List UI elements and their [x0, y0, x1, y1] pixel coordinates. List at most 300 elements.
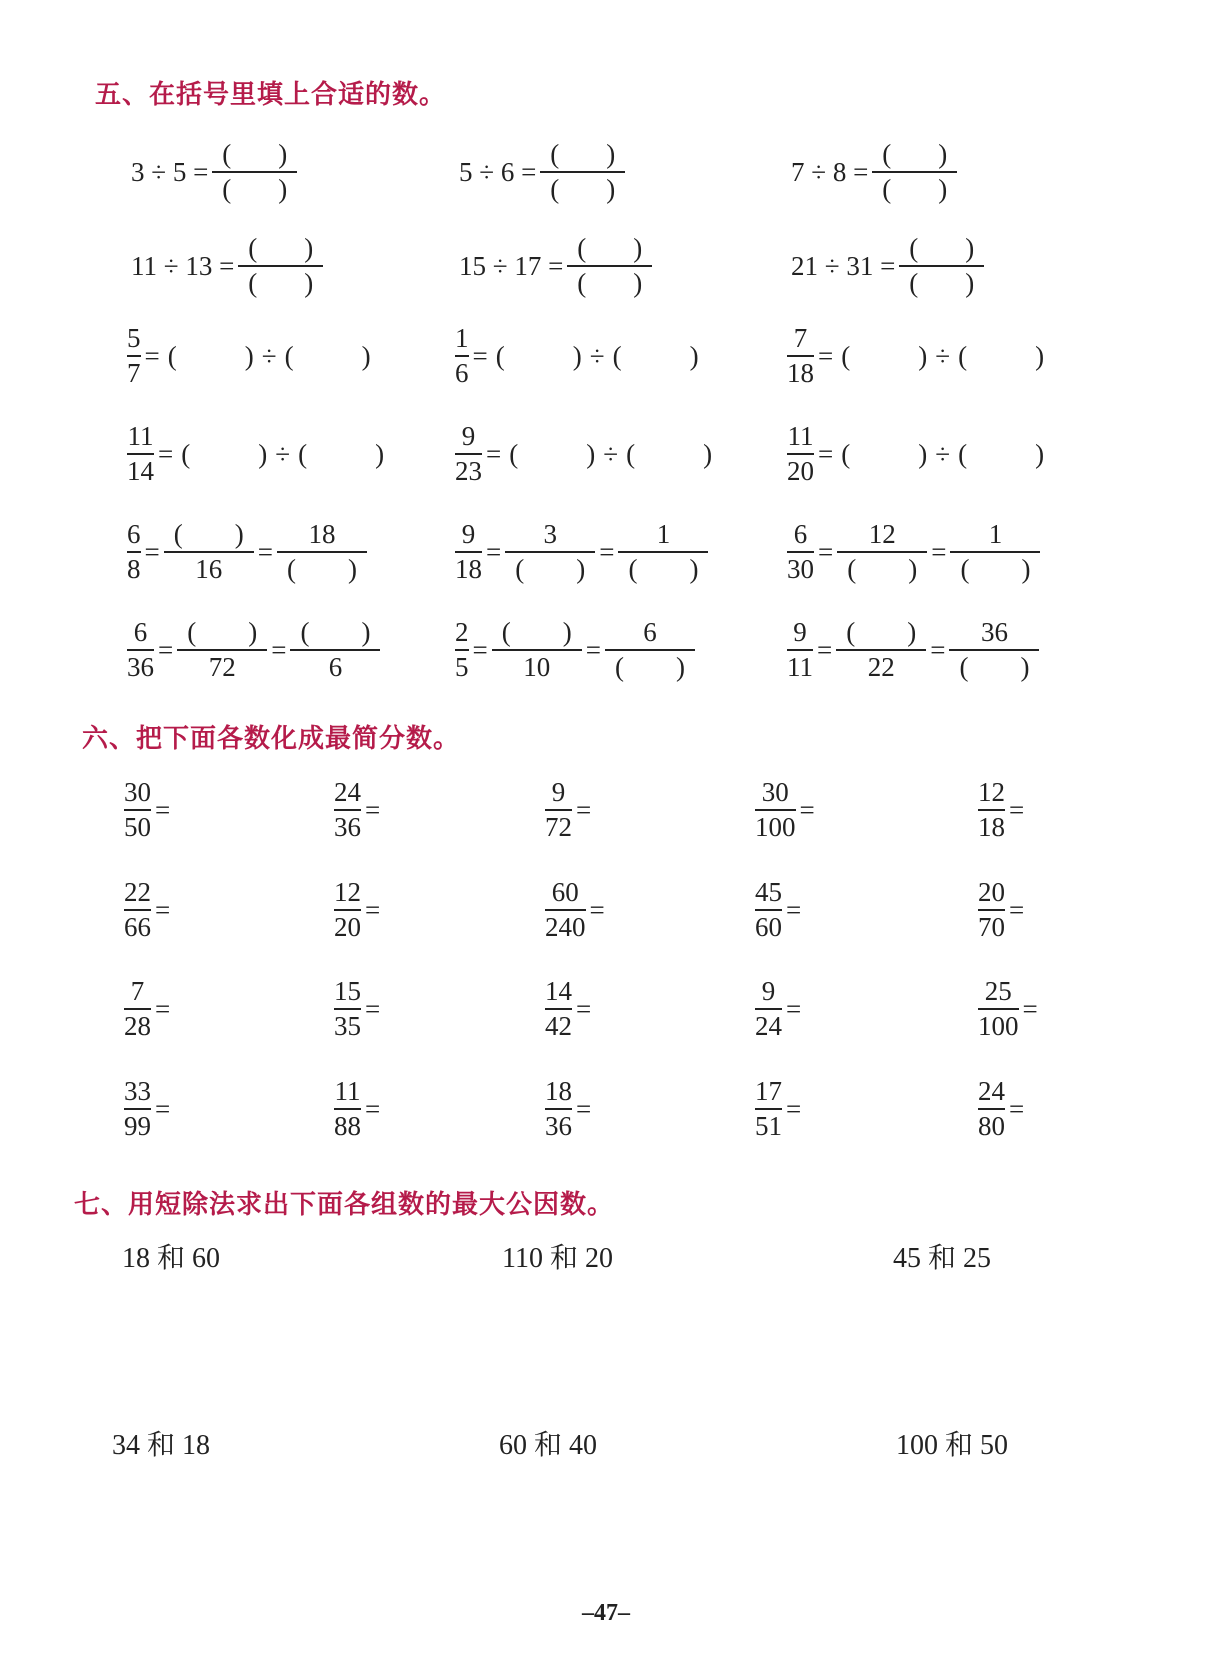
symbol-rp: )	[918, 340, 928, 371]
fraction-numerator: 5	[127, 323, 141, 353]
section-7-title: 七、用短除法求出下面各组数的最大公因数。	[74, 1190, 615, 1220]
answer-blank[interactable]	[949, 651, 1039, 684]
simplify-fraction-item	[334, 876, 454, 944]
division-to-fraction-item	[787, 232, 984, 300]
symbol-eq: =	[585, 634, 601, 665]
simplify-fraction-item	[334, 1075, 454, 1143]
symbol-lp: (	[284, 340, 294, 371]
fraction	[978, 975, 1019, 1043]
fraction	[124, 975, 151, 1043]
fraction-numerator: 9	[461, 421, 476, 451]
simplify-fraction-item	[755, 975, 875, 1043]
symbol-rp: )	[304, 233, 314, 263]
answer-blank[interactable]	[290, 616, 380, 649]
fraction-to-division-item	[787, 420, 1048, 488]
symbol-rp: )	[576, 554, 586, 584]
fraction	[787, 322, 814, 390]
symbol-eq: =	[155, 1093, 171, 1124]
fraction-numerator: 9	[551, 777, 566, 807]
symbol-div: ÷	[603, 438, 619, 469]
answer-fraction[interactable]	[618, 518, 708, 586]
answer-blank[interactable]	[899, 267, 984, 300]
equivalent-fraction-item	[787, 518, 1040, 586]
symbol-rp: )	[689, 340, 699, 371]
answer-blank[interactable]	[212, 138, 297, 171]
simplify-fraction-item	[755, 776, 889, 844]
fraction	[124, 776, 151, 844]
symbol-lp: (	[187, 617, 197, 647]
fraction-to-division-item	[127, 322, 375, 390]
fraction-denominator: 22	[867, 652, 895, 682]
fraction-numerator: 24	[334, 777, 361, 807]
answer-fraction[interactable]	[567, 232, 652, 300]
symbol-eq: =	[472, 634, 488, 665]
fraction-to-division-item	[455, 420, 716, 488]
symbol-rp: )	[586, 438, 596, 469]
answer-blank[interactable]	[540, 138, 625, 171]
symbol-rp: )	[918, 438, 928, 469]
fraction	[755, 1075, 782, 1143]
fraction-numerator: 60	[551, 877, 579, 907]
fraction-denominator: 100	[755, 812, 796, 842]
fraction-numerator: 6	[793, 519, 808, 549]
symbol-eq: =	[786, 1093, 802, 1124]
symbol-rp: )	[633, 268, 643, 298]
section-6-title: 六、把下面各数化成最简分数。	[82, 724, 461, 754]
symbol-rp: )	[606, 174, 616, 204]
symbol-rp: )	[1035, 438, 1045, 469]
answer-blank[interactable]	[836, 616, 926, 649]
symbol-eq: =	[818, 340, 834, 371]
fraction-numerator: 24	[978, 1076, 1005, 1106]
fraction-denominator: 6	[328, 652, 343, 682]
simplify-fraction-item	[124, 1075, 244, 1143]
gcd-problem: 34 和 18	[112, 1430, 211, 1461]
symbol-eq: =	[155, 993, 171, 1024]
fraction	[755, 776, 796, 844]
symbol-rp: )	[689, 554, 699, 584]
symbol-eq: =	[786, 894, 802, 925]
answer-blank[interactable]	[212, 173, 297, 206]
fraction-denominator: 23	[455, 456, 482, 486]
fraction-denominator: 18	[978, 812, 1005, 842]
answer-blank[interactable]	[238, 267, 323, 300]
fraction-numerator: 11	[127, 421, 154, 451]
symbol-lp: (	[882, 139, 892, 169]
symbol-lp: (	[628, 554, 638, 584]
division-expression: 7 ÷ 8 =	[791, 156, 869, 187]
symbol-lp: (	[909, 233, 919, 263]
symbol-rp: )	[965, 233, 975, 263]
fraction-numerator: 6	[133, 617, 148, 647]
symbol-rp: )	[938, 174, 948, 204]
fraction-numerator: 20	[978, 877, 1005, 907]
fraction-denominator: 20	[787, 456, 814, 486]
fraction-denominator: 80	[978, 1111, 1005, 1141]
symbol-lp: (	[958, 438, 968, 469]
symbol-eq: =	[931, 536, 947, 567]
symbol-lp: (	[181, 438, 191, 469]
fraction-numerator: 2	[455, 617, 469, 647]
answer-fraction[interactable]	[164, 518, 254, 586]
fraction-denominator: 24	[755, 1011, 782, 1041]
symbol-rp: )	[1020, 652, 1030, 682]
symbol-lp: (	[960, 554, 970, 584]
fraction	[455, 322, 469, 390]
gcd-problem: 18 和 60	[122, 1243, 221, 1274]
fraction-numerator: 15	[334, 976, 361, 1006]
division-to-fraction-item	[127, 232, 323, 300]
answer-fraction[interactable]	[949, 616, 1039, 684]
fraction-denominator: 51	[755, 1111, 782, 1141]
symbol-eq: =	[1009, 1093, 1025, 1124]
gcd-problem: 110 和 20	[502, 1243, 613, 1274]
fraction-numerator: 9	[461, 519, 476, 549]
fraction	[127, 322, 141, 390]
fraction-numerator: 17	[755, 1076, 782, 1106]
simplify-fraction-item	[545, 776, 665, 844]
fraction-denominator: 16	[195, 554, 223, 584]
division-expression: 3 ÷ 5 =	[131, 156, 209, 187]
symbol-lp: (	[300, 617, 310, 647]
symbol-eq: =	[365, 894, 381, 925]
simplify-fraction-item	[124, 776, 244, 844]
fraction-denominator: 70	[978, 912, 1005, 942]
answer-fraction[interactable]	[177, 616, 267, 684]
answer-fraction[interactable]	[899, 232, 984, 300]
symbol-div: ÷	[275, 438, 291, 469]
answer-blank[interactable]	[505, 553, 595, 586]
fraction-denominator: 7	[127, 358, 141, 388]
symbol-div: ÷	[935, 438, 951, 469]
fraction-denominator: 36	[127, 652, 154, 682]
simplify-fraction-item	[978, 776, 1098, 844]
simplify-fraction-item	[978, 876, 1098, 944]
fraction-numerator: 45	[755, 877, 782, 907]
symbol-rp: )	[633, 233, 643, 263]
fraction-denominator: 50	[124, 812, 151, 842]
symbol-rp: )	[244, 340, 254, 371]
fraction-denominator: 8	[127, 554, 141, 584]
fraction-numerator: 6	[643, 617, 657, 647]
symbol-rp: )	[562, 617, 572, 647]
division-to-fraction-item	[455, 138, 625, 206]
symbol-lp: (	[626, 438, 636, 469]
symbol-eq: =	[158, 634, 174, 665]
symbol-rp: )	[375, 438, 385, 469]
symbol-lp: (	[550, 174, 560, 204]
simplify-fraction-item	[755, 876, 875, 944]
simplify-fraction-item	[978, 975, 1112, 1043]
fraction-numerator: 1	[988, 519, 1003, 549]
answer-fraction[interactable]	[950, 518, 1040, 586]
division-to-fraction-item	[787, 138, 957, 206]
symbol-lp: (	[612, 340, 622, 371]
symbol-rp: )	[675, 652, 685, 682]
answer-fraction[interactable]	[290, 616, 380, 684]
symbol-eq: =	[799, 794, 815, 825]
fraction-denominator: 18	[787, 358, 814, 388]
fraction	[787, 518, 814, 586]
symbol-lp: (	[248, 268, 258, 298]
fraction-denominator: 42	[545, 1011, 572, 1041]
symbol-eq: =	[271, 634, 287, 665]
symbol-eq: =	[1009, 894, 1025, 925]
fraction-numerator: 18	[308, 519, 336, 549]
symbol-rp: )	[278, 139, 288, 169]
fraction-denominator: 20	[334, 912, 361, 942]
symbol-rp: )	[572, 340, 582, 371]
symbol-eq: =	[155, 894, 171, 925]
answer-blank[interactable]	[238, 232, 323, 265]
fraction	[124, 876, 151, 944]
symbol-rp: )	[703, 438, 713, 469]
symbol-lp: (	[959, 652, 969, 682]
symbol-lp: (	[577, 233, 587, 263]
fraction-denominator: 10	[523, 652, 551, 682]
symbol-rp: )	[248, 617, 258, 647]
fraction	[334, 876, 361, 944]
symbol-lp: (	[882, 174, 892, 204]
simplify-fraction-item	[124, 975, 244, 1043]
symbol-lp: (	[173, 519, 183, 549]
symbol-eq: =	[599, 536, 615, 567]
symbol-lp: (	[167, 340, 177, 371]
simplify-fraction-item	[334, 975, 454, 1043]
answer-blank[interactable]	[540, 173, 625, 206]
symbol-eq: =	[589, 894, 605, 925]
answer-fraction[interactable]	[836, 616, 926, 684]
symbol-eq: =	[365, 1093, 381, 1124]
symbol-eq: =	[365, 794, 381, 825]
symbol-rp: )	[361, 340, 371, 371]
fraction	[545, 1075, 572, 1143]
symbol-rp: )	[965, 268, 975, 298]
symbol-lp: (	[495, 340, 505, 371]
symbol-lp: (	[841, 340, 851, 371]
equivalent-fraction-item	[127, 616, 380, 684]
symbol-rp: )	[606, 139, 616, 169]
symbol-rp: )	[361, 617, 371, 647]
symbol-eq: =	[576, 794, 592, 825]
symbol-lp: (	[614, 652, 624, 682]
fraction-numerator: 12	[868, 519, 896, 549]
gcd-problem: 100 和 50	[896, 1430, 1009, 1461]
symbol-lp: (	[222, 139, 232, 169]
fraction-denominator: 35	[334, 1011, 361, 1041]
symbol-lp: (	[550, 139, 560, 169]
fraction-numerator: 3	[543, 519, 557, 549]
fraction-numerator: 7	[793, 323, 808, 353]
section-5-title: 五、在括号里填上合适的数。	[95, 80, 447, 110]
symbol-rp: )	[1035, 340, 1045, 371]
symbol-div: ÷	[261, 340, 277, 371]
fraction	[755, 876, 782, 944]
answer-blank[interactable]	[277, 553, 367, 586]
symbol-div: ÷	[935, 340, 951, 371]
fraction	[127, 518, 141, 586]
symbol-eq: =	[486, 438, 502, 469]
symbol-rp: )	[908, 554, 918, 584]
fraction-to-division-item	[455, 322, 703, 390]
equivalent-fraction-item	[455, 518, 708, 586]
symbol-eq: =	[158, 438, 174, 469]
fraction-numerator: 12	[978, 777, 1005, 807]
answer-fraction[interactable]	[540, 138, 625, 206]
fraction	[787, 616, 813, 684]
fraction	[978, 876, 1005, 944]
fraction-denominator: 60	[755, 912, 782, 942]
answer-fraction[interactable]	[238, 232, 323, 300]
answer-fraction[interactable]	[872, 138, 957, 206]
answer-fraction[interactable]	[837, 518, 927, 586]
symbol-eq: =	[472, 340, 488, 371]
fraction-denominator: 88	[334, 1111, 361, 1141]
answer-blank[interactable]	[567, 267, 652, 300]
symbol-rp: )	[304, 268, 314, 298]
simplify-fraction-item	[545, 1075, 665, 1143]
symbol-eq: =	[576, 1093, 592, 1124]
simplify-fraction-item	[755, 1075, 875, 1143]
fraction-denominator: 36	[545, 1111, 572, 1141]
symbol-rp: )	[278, 174, 288, 204]
symbol-rp: )	[234, 519, 244, 549]
symbol-eq: =	[1022, 993, 1038, 1024]
fraction-numerator: 14	[545, 976, 572, 1006]
fraction	[978, 776, 1005, 844]
answer-fraction[interactable]	[492, 616, 582, 684]
symbol-eq: =	[786, 993, 802, 1024]
fraction	[755, 975, 782, 1043]
fraction	[787, 420, 814, 488]
symbol-eq: =	[1009, 794, 1025, 825]
fraction	[124, 1075, 151, 1143]
symbol-eq: =	[486, 536, 502, 567]
fraction-denominator: 14	[127, 456, 154, 486]
fraction-numerator: 18	[545, 1076, 572, 1106]
fraction-numerator: 30	[761, 777, 789, 807]
division-to-fraction-item	[455, 232, 652, 300]
division-expression: 21 ÷ 31 =	[791, 250, 896, 281]
symbol-rp: )	[907, 617, 917, 647]
fraction-to-division-item	[127, 420, 388, 488]
symbol-rp: )	[1021, 554, 1031, 584]
answer-blank[interactable]	[872, 138, 957, 171]
fraction	[455, 616, 469, 684]
answer-fraction[interactable]	[505, 518, 595, 586]
fraction-numerator: 1	[656, 519, 671, 549]
fraction-numerator: 11	[787, 421, 814, 451]
fraction-denominator: 6	[455, 358, 469, 388]
symbol-lp: (	[298, 438, 308, 469]
page-number: –47–	[582, 1600, 630, 1626]
symbol-lp: (	[577, 268, 587, 298]
symbol-eq: =	[576, 993, 592, 1024]
answer-fraction[interactable]	[212, 138, 297, 206]
answer-blank[interactable]	[164, 518, 254, 551]
fraction-numerator: 12	[334, 877, 361, 907]
fraction	[334, 1075, 361, 1143]
answer-blank[interactable]	[492, 616, 582, 649]
fraction-denominator: 5	[455, 652, 469, 682]
answer-blank[interactable]	[872, 173, 957, 206]
answer-blank[interactable]	[837, 553, 927, 586]
symbol-eq: =	[818, 536, 834, 567]
answer-blank[interactable]	[618, 553, 708, 586]
symbol-div: ÷	[589, 340, 605, 371]
fraction-numerator: 22	[124, 877, 151, 907]
symbol-eq: =	[257, 536, 273, 567]
fraction	[334, 776, 361, 844]
symbol-eq: =	[365, 993, 381, 1024]
symbol-lp: (	[509, 438, 519, 469]
answer-blank[interactable]	[177, 616, 267, 649]
fraction	[455, 420, 482, 488]
symbol-lp: (	[958, 340, 968, 371]
fraction	[545, 776, 572, 844]
division-to-fraction-item	[127, 138, 297, 206]
simplify-fraction-item	[978, 1075, 1098, 1143]
symbol-lp: (	[501, 617, 511, 647]
symbol-rp: )	[258, 438, 268, 469]
fraction-denominator: 72	[545, 812, 572, 842]
fraction-numerator: 1	[455, 323, 469, 353]
fraction-numerator: 9	[793, 617, 807, 647]
symbol-lp: (	[515, 554, 525, 584]
fraction-denominator: 30	[787, 554, 814, 584]
symbol-eq: =	[155, 794, 171, 825]
division-expression: 5 ÷ 6 =	[459, 156, 537, 187]
fraction-denominator: 11	[787, 652, 813, 682]
fraction-denominator: 240	[545, 912, 586, 942]
division-expression: 11 ÷ 13 =	[131, 250, 235, 281]
fraction-denominator: 99	[124, 1111, 151, 1141]
fraction-numerator: 11	[334, 1076, 361, 1106]
simplify-fraction-item	[545, 975, 665, 1043]
fraction-numerator: 6	[127, 519, 141, 549]
symbol-eq: =	[817, 634, 833, 665]
division-expression: 15 ÷ 17 =	[459, 250, 564, 281]
symbol-eq: =	[930, 634, 946, 665]
answer-blank[interactable]	[950, 553, 1040, 586]
answer-fraction[interactable]	[605, 616, 695, 684]
fraction-denominator: 100	[978, 1011, 1019, 1041]
gcd-problem: 60 和 40	[499, 1430, 598, 1461]
fraction-numerator: 36	[980, 617, 1008, 647]
answer-blank[interactable]	[899, 232, 984, 265]
answer-fraction[interactable]	[277, 518, 367, 586]
fraction-denominator: 66	[124, 912, 151, 942]
gcd-problem: 45 和 25	[893, 1243, 992, 1274]
symbol-rp: )	[938, 139, 948, 169]
symbol-lp: (	[841, 438, 851, 469]
simplify-fraction-item	[334, 776, 454, 844]
fraction	[545, 975, 572, 1043]
fraction-numerator: 30	[124, 777, 151, 807]
symbol-lp: (	[248, 233, 258, 263]
symbol-lp: (	[909, 268, 919, 298]
fraction	[545, 876, 586, 944]
fraction-numerator: 7	[130, 976, 145, 1006]
symbol-eq: =	[818, 438, 834, 469]
simplify-fraction-item	[545, 876, 679, 944]
symbol-lp: (	[222, 174, 232, 204]
answer-blank[interactable]	[567, 232, 652, 265]
symbol-lp: (	[846, 617, 856, 647]
answer-blank[interactable]	[605, 651, 695, 684]
symbol-eq: =	[144, 536, 160, 567]
equivalent-fraction-item	[127, 518, 367, 586]
